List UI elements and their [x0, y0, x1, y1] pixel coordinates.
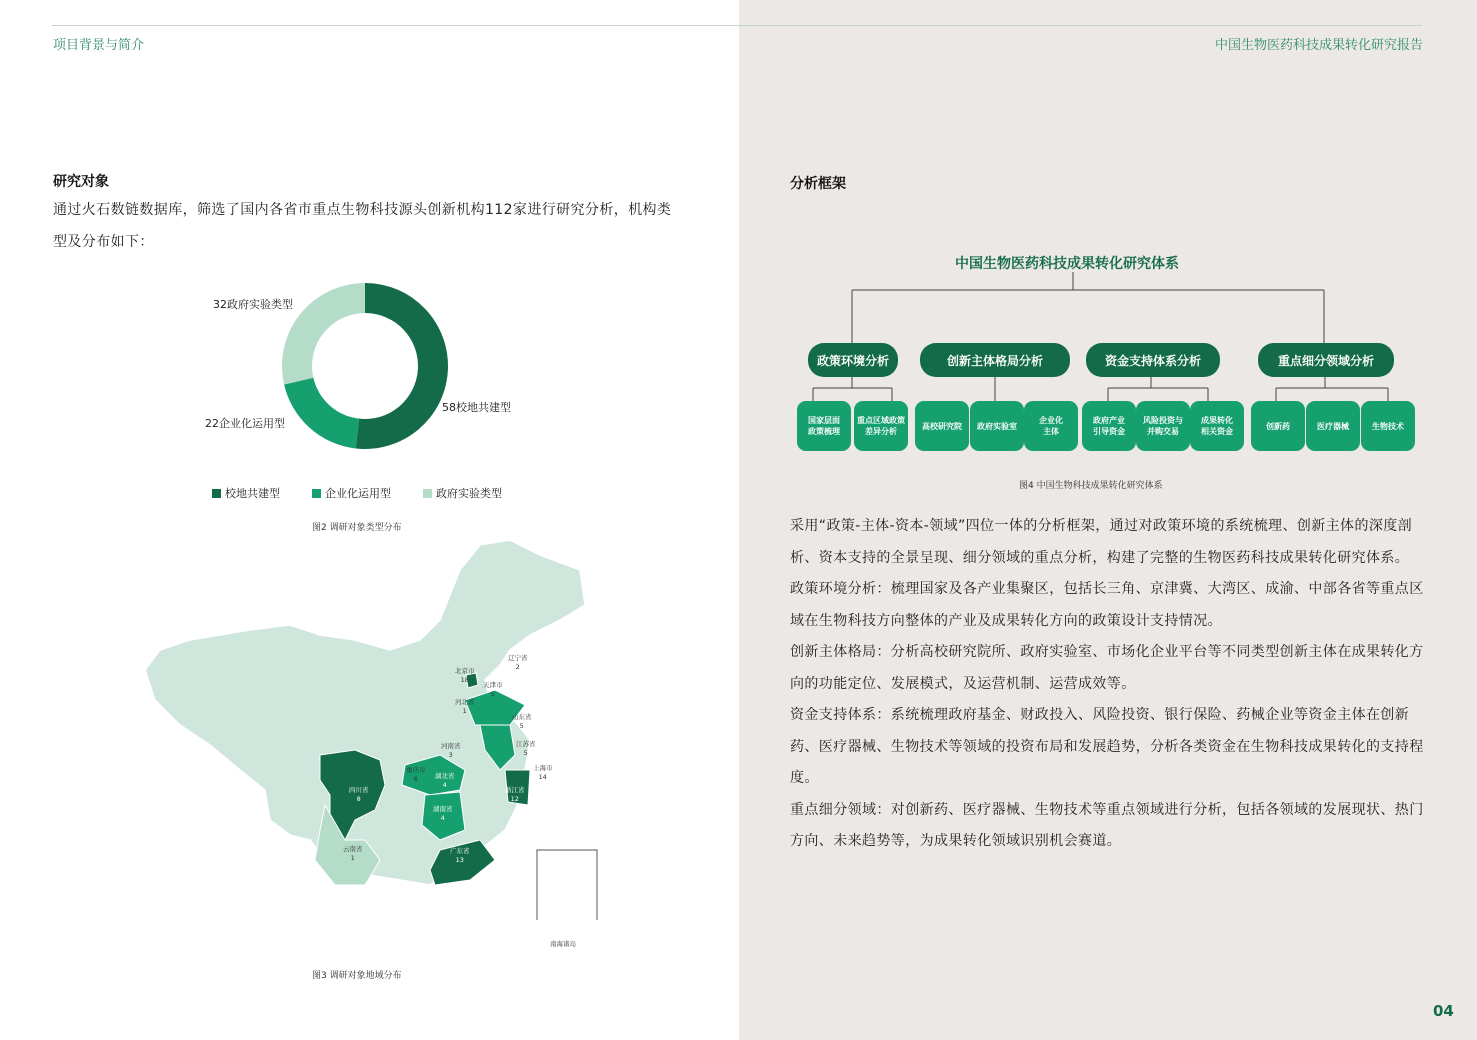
- legend-swatch: [212, 489, 221, 498]
- map-label: 江苏省 5: [516, 740, 536, 757]
- leaf-box: 企业化 主体: [1024, 401, 1078, 451]
- map-label: 湖北省 4: [435, 772, 455, 789]
- south-sea-inset: [537, 850, 597, 920]
- donut-chart: [270, 275, 460, 460]
- leaf-box: 国家层面 政策梳理: [797, 401, 851, 451]
- map-label: 浙江省 12: [505, 786, 525, 803]
- map-label: 四川省 8: [349, 786, 369, 803]
- node-policy: 政策环境分析: [808, 343, 898, 377]
- figure-caption: 图2 调研对象类型分布: [312, 523, 402, 533]
- paragraph: 采用“政策-主体-资本-领域”四位一体的分析框架，通过对政策环境的系统梳理、创新主体的深度剖析、资本支持的全景呈现、细分领域的重点分析，构建了完整的生物医药科技成果转化研究体系。: [790, 518, 1413, 566]
- body-text: [790, 511, 1432, 858]
- report-title: 中国生物医药科技成果转化研究报告: [1214, 38, 1423, 53]
- section-header: 项目背景与简介: [53, 38, 145, 53]
- page-number: 04: [1433, 1002, 1454, 1020]
- donut-legend: [212, 485, 502, 501]
- node-field: 重点细分领域分析: [1258, 343, 1394, 377]
- paragraph: 资金支持体系：系统梳理政府基金、财政投入、风险投资、银行保险、药械企业等资金主体在创新药、医疗器械、生物技术等领域的投资布局和发展趋势，分析各类资金在生物科技成果转化的支持程度。: [790, 707, 1424, 786]
- map-label: 山东省 5: [512, 713, 532, 730]
- leaf-box: 医疗器械: [1306, 401, 1360, 451]
- section-title: 分析框架: [790, 176, 846, 192]
- donut-label-gov: 32政府实验类型: [213, 298, 293, 311]
- map-label: 河北省 1: [455, 698, 475, 715]
- donut-label-school: 58校地共建型: [442, 401, 511, 414]
- donut-label-enterprise: 22企业化运用型: [205, 417, 285, 430]
- leaf-box: 高校研究院: [915, 401, 969, 451]
- map-label: 湖南省 4: [433, 805, 453, 822]
- donut-slice: [282, 283, 365, 384]
- leaf-box: 成果转化 相关资金: [1190, 401, 1244, 451]
- legend-item: 政府实验类型: [423, 485, 502, 501]
- leaf-box: 政府实验室: [970, 401, 1024, 451]
- figure-caption: 图3 调研对象地域分布: [312, 971, 402, 981]
- node-innovation: 创新主体格局分析: [920, 343, 1070, 377]
- node-capital: 资金支持体系分析: [1086, 343, 1220, 377]
- paragraph: 重点细分领域：对创新药、医疗器械、生物技术等重点领域进行分析，包括各领域的发展现状、热门方向、未来趋势等，为成果转化领域识别机会赛道。: [790, 801, 1424, 849]
- legend-item: 校地共建型: [212, 485, 280, 501]
- inset-label: 南海诸岛: [550, 940, 576, 948]
- legend-item: 企业化运用型: [312, 485, 391, 501]
- legend-swatch: [312, 489, 321, 498]
- map-label: 上海市 14: [533, 764, 553, 781]
- leaf-box: 风险投资与 并购交易: [1136, 401, 1190, 451]
- map-label: 北京市 18: [455, 667, 475, 684]
- diagram-connectors: [790, 270, 1430, 405]
- leaf-box: 创新药: [1251, 401, 1305, 451]
- map-label: 重庆市 6: [406, 766, 426, 783]
- donut-slice: [356, 283, 448, 449]
- section-title: 研究对象: [53, 174, 109, 190]
- donut-slice: [284, 378, 359, 449]
- map-label: 云南省 1: [343, 845, 363, 862]
- map-label: 天津市 5: [483, 681, 503, 698]
- paragraph: 创新主体格局：分析高校研究院所、政府实验室、市场化企业平台等不同类型创新主体在成果转化方向的功能定位、发展模式，及运营机制、运营成效等。: [790, 644, 1424, 692]
- legend-swatch: [423, 489, 432, 498]
- leaf-box: 政府产业 引导资金: [1082, 401, 1136, 451]
- header-divider: [52, 25, 1422, 26]
- diagram-title: 中国生物医药科技成果转化研究体系: [955, 256, 1179, 272]
- leaf-box: 生物技术: [1361, 401, 1415, 451]
- map-label: 河南省 3: [441, 742, 461, 759]
- paragraph: 政策环境分析：梳理国家及各产业集聚区，包括长三角、京津冀、大湾区、成渝、中部各省等重点区域在生物科技方向整体的产业及成果转化方向的政策设计支持情况。: [790, 581, 1424, 629]
- leaf-box: 重点区域政策 差异分析: [854, 401, 908, 451]
- figure-caption: 图4 中国生物科技成果转化研究体系: [1019, 481, 1163, 491]
- map-label: 辽宁省 2: [508, 654, 528, 671]
- map-label: 广东省 13: [450, 847, 470, 864]
- intro-text: 通过火石数链数据库，筛选了国内各省市重点生物科技源头创新机构112家进行研究分析，机构类型及分布如下：: [53, 202, 672, 250]
